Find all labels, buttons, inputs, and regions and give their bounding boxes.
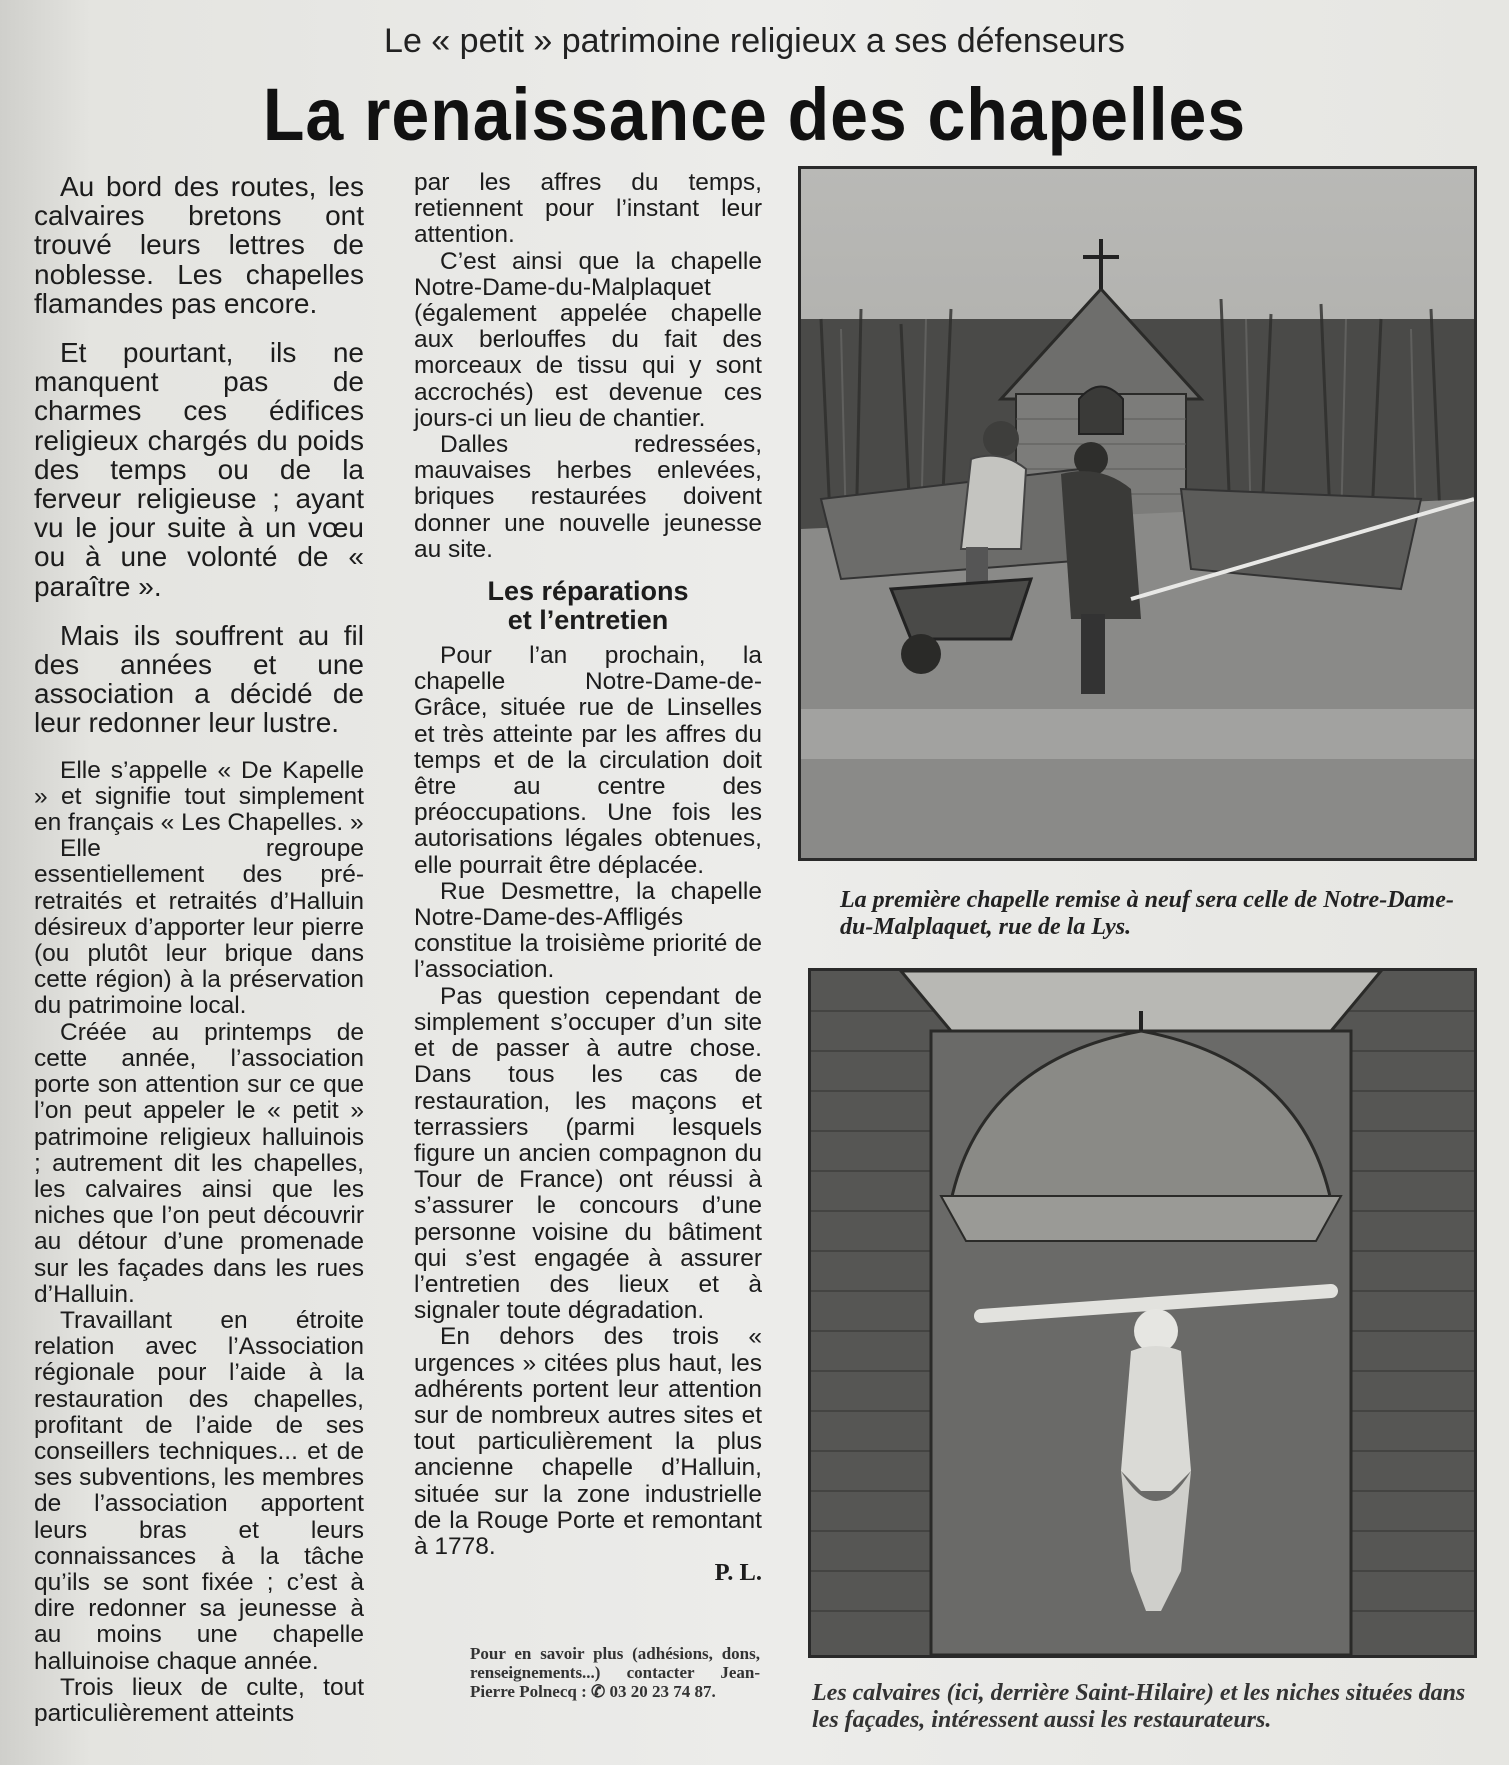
author-signature: P. L.: [714, 1559, 762, 1587]
headline: La renaissance des chapelles: [262, 73, 1247, 156]
body-paragraph: Pas question cependant de simplement s’occuper d’un site et de passer à autre chose. Dans tous les cas de restauration, les maçons et terrassiers (parmi lesquels figure un ancien compagnon du Tour de France) ont réussi à s’assurer le concours d’une personne voisine du bâtiment qui s’est engagée à assurer l’entretien des lieux et à signaler toute dégradation.: [414, 982, 762, 1325]
photo-2-caption: Les calvaires (ici, derrière Saint-Hilaire) et les niches situées dans les façades, intéressent aussi les restaurateurs.: [812, 1680, 1466, 1733]
subheading-line-2: et l’entretien: [507, 605, 669, 636]
body-paragraph: C’est ainsi que la chapelle Notre-Dame-du-Malplaquet (également appelée chapelle aux berlouffes du fait des morceaux de tissu qui y sont accrochés) est devenue ces jours-ci un lieu de chantier.: [414, 247, 762, 432]
lead-paragraph: Mais ils souffrent au fil des années et une association a décidé de leur redonner leur lustre.: [34, 619, 364, 739]
lead-paragraph: Et pourtant, ils ne manquent pas de charmes ces édifices religieux chargés du poids des temps ou de la ferveur religieuse ; ayant vu le jour suite à un vœu ou à une volonté de « paraître ».: [34, 337, 364, 602]
body-paragraph: Créée au printemps de cette année, l’association porte son attention sur ce que l’on peut appeler le « petit » patrimoine religieux halluinois ; autrement dit les chapelles, les calvaires ainsi que les niches que l’on peut découvrir au détour d’une promenade sur les façades dans les rues d’Halluin.: [34, 1018, 364, 1308]
kicker: Le « petit » patrimoine religieux a ses défenseurs: [384, 22, 1125, 60]
body-paragraph: Elle s’appelle « De Kapelle » et signifie tout simplement en français « Les Chapelles. »: [34, 756, 364, 837]
body-paragraph: Pour l’an prochain, la chapelle Notre-Dame-de-Grâce, située rue de Linselles et très atteinte par les affres du temps et de la circulation doit être au centre des préoccupations. Une fois les autorisations légales obtenues, elle pourrait être déplacée.: [414, 642, 762, 879]
photo-1-caption: La première chapelle remise à neuf sera celle de Notre-Dame-du-Malplaquet, rue de la Lys.: [840, 887, 1454, 940]
body-paragraph: Elle regroupe essentiellement des pré-retraités et retraités d’Halluin désireux d’apporter leur pierre (ou plutôt leur brique dans cette région) à la préservation du patrimoine local.: [34, 835, 364, 1020]
photo-crucifix-illustration: [811, 971, 1474, 1655]
photo-crucifix-niche: [808, 968, 1477, 1658]
subheading-line-1: Les réparations: [487, 576, 689, 607]
body-paragraph: Travaillant en étroite relation avec l’Association régionale pour l’aide à la restauration des chapelles, profitant de l’aide de ses conseillers techniques... et de ses subventions, les membres de l’association apportent leurs bras et leurs connaissances à la tâche qu’ils se sont fixée ; c’est à dire redonner sa jeunesse à au moins une chapelle halluinoise chaque année.: [34, 1306, 364, 1675]
column-2: [414, 170, 762, 1586]
lead-paragraph: Au bord des routes, les calvaires bretons ont trouvé leurs lettres de noblesse. Les chapelles flamandes pas encore.: [34, 171, 364, 319]
photo-chapel-illustration: [801, 169, 1474, 858]
subheading: [414, 577, 762, 635]
column-1: [34, 172, 364, 1727]
info-box: Pour en savoir plus (adhésions, dons, renseignements...) contacter Jean-Pierre Polnecq : ✆ 03 20 23 74 87.: [470, 1644, 760, 1701]
body-paragraph: par les affres du temps, retiennent pour l’instant leur attention.: [414, 169, 762, 249]
body-paragraph: En dehors des trois « urgences » citées plus haut, les adhérents portent leur attention sur de nombreux autres sites et tout particulièrement la plus ancienne chapelle d’Halluin, située sur la zone industrielle de la Rouge Porte et remontant à 1778.: [414, 1323, 762, 1560]
body-paragraph: Trois lieux de culte, tout particulièrement atteints: [34, 1673, 364, 1727]
body-paragraph: Rue Desmettre, la chapelle Notre-Dame-des-Affligés constitue la troisième priorité de l’association.: [414, 877, 762, 984]
photo-chapel-restoration: [798, 166, 1477, 861]
body-paragraph: Dalles redressées, mauvaises herbes enlevées, briques restaurées doivent donner une nouvelle jeunesse au site.: [414, 431, 762, 563]
